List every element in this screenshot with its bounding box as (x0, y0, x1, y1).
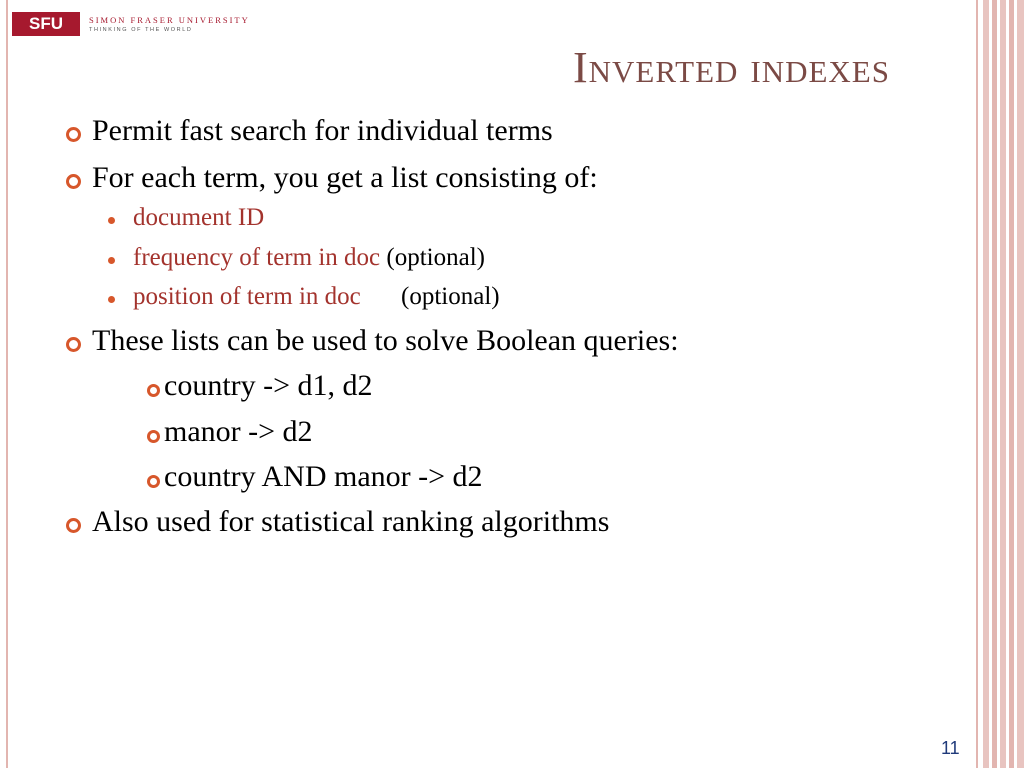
sfu-logo-text (89, 15, 250, 34)
bullet-boolean-queries: These lists can be used to solve Boolean queries: (92, 324, 679, 357)
sub-bullet-frequency (133, 244, 485, 272)
right-border-stripe (983, 0, 989, 768)
sub-bullet-position (133, 283, 500, 311)
bullet-permit-fast-search: Permit fast search for individual terms (92, 114, 553, 147)
ring-bullet-icon (66, 337, 81, 352)
logo-university-name: SIMON FRASER UNIVERSITY (89, 14, 250, 25)
dot-bullet-icon (108, 217, 115, 224)
dot-bullet-icon (108, 257, 115, 264)
sfu-logo-mark: SFU (12, 12, 80, 36)
sfu-logo (12, 12, 250, 36)
ring-bullet-icon (147, 475, 160, 488)
page-number: 11 (941, 738, 960, 758)
sub-bullet-note: (optional) (386, 244, 485, 271)
sub-bullet-text: position of term in doc (133, 283, 361, 310)
query-example: manor -> d2 (164, 415, 313, 448)
sub-bullet-document-id (133, 204, 264, 232)
ring-bullet-icon (66, 174, 81, 189)
right-border-stripe (1000, 0, 1006, 768)
right-border-stripe (1009, 0, 1014, 768)
right-border-stripe (976, 0, 978, 768)
sub-bullet-text: document ID (133, 204, 265, 231)
query-example: country -> d1, d2 (164, 369, 373, 402)
left-border-stripe (6, 0, 8, 768)
ring-bullet-icon (147, 430, 160, 443)
right-border-stripe (1017, 0, 1024, 768)
ring-bullet-icon (147, 384, 160, 397)
bullet-for-each-term: For each term, you get a list consisting of: (92, 161, 598, 194)
sub-bullet-note: (optional) (401, 283, 500, 310)
ring-bullet-icon (66, 518, 81, 533)
ring-bullet-icon (66, 127, 81, 142)
query-example: country AND manor -> d2 (164, 460, 483, 493)
logo-tagline: THINKING OF THE WORLD (89, 26, 193, 33)
right-border-stripe (992, 0, 997, 768)
sub-bullet-text: frequency of term in doc (133, 244, 381, 271)
slide-title: Inverted indexes (572, 43, 890, 92)
bullet-statistical-ranking: Also used for statistical ranking algorithms (92, 505, 610, 538)
dot-bullet-icon (108, 296, 115, 303)
